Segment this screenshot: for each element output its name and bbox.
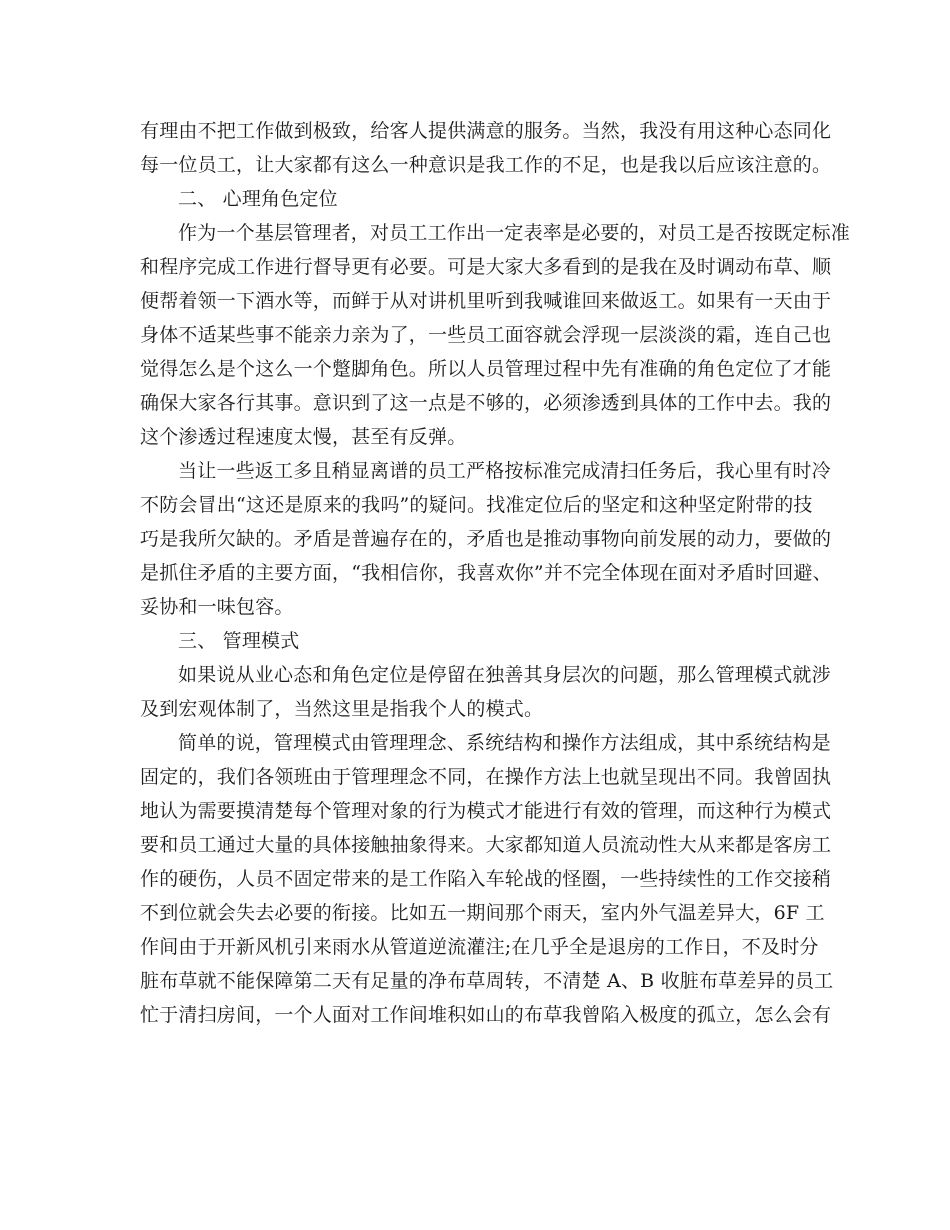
- text-line: 简单的说，管理模式由管理理念、系统结构和操作方法组成，其中系统结构是: [178, 732, 831, 754]
- text-line: 身体不适某些事不能亲力亲为了，一些员工面容就会浮现一层淡淡的霜，连自己也: [140, 324, 832, 346]
- text-line: 地认为需要摸清楚每个管理对象的行为模式才能进行有效的管理，而这种行为模式: [140, 800, 832, 822]
- text-line: 确保大家各行其事。意识到了这一点是不够的，必须渗透到具体的工作中去。我的: [140, 392, 832, 414]
- text-line: 觉得怎么是个这么一个蹩脚角色。所以人员管理过程中先有准确的角色定位了才能: [140, 358, 832, 380]
- text-line: 作为一个基层管理者，对员工工作出一定表率是必要的，对员工是否按既定标准: [178, 222, 851, 244]
- text-line: 每一位员工，让大家都有这么一种意识是我工作的不足，也是我以后应该注意的。: [140, 154, 832, 176]
- section-heading: 三、 管理模式: [178, 630, 300, 652]
- text-line: 巧是我所欠缺的。矛盾是普遍存在的，矛盾也是推动事物向前发展的动力，要做的: [140, 528, 832, 550]
- text-line: 有理由不把工作做到极致，给客人提供满意的服务。当然，我没有用这种心态同化: [140, 120, 832, 142]
- text-line: 便帮着领一下酒水等，而鲜于从对讲机里听到我喊谁回来做返工。如果有一天由于: [140, 290, 832, 312]
- section-heading: 二、 心理角色定位: [178, 188, 338, 210]
- text-line: 要和员工通过大量的具体接触抽象得来。大家都知道人员流动性大从来都是客房工: [140, 834, 832, 856]
- text-line: 固定的，我们各领班由于管理理念不同，在操作方法上也就呈现出不同。我曾固执: [140, 766, 832, 788]
- text-line: 当让一些返工多且稍显离谱的员工严格按标准完成清扫任务后，我心里有时冷: [178, 460, 831, 482]
- text-line: 作间由于开新风机引来雨水从管道逆流灌注;在几乎全是退房的工作日，不及时分: [140, 936, 819, 958]
- text-line: 不防会冒出“这还是原来的我吗”的疑问。找准定位后的坚定和这种坚定附带的技: [140, 494, 813, 516]
- text-line: 妥协和一味包容。: [140, 596, 294, 618]
- text-line: 是抓住矛盾的主要方面，“我相信你，我喜欢你”并不完全体现在面对矛盾时回避、: [140, 562, 832, 584]
- text-line: 不到位就会失去必要的衔接。比如五一期间那个雨天，室内外气温差异大，6F 工: [140, 902, 825, 924]
- text-line: 如果说从业心态和角色定位是停留在独善其身层次的问题，那么管理模式就涉: [178, 664, 831, 686]
- text-line: 及到宏观体制了，当然这里是指我个人的模式。: [140, 698, 544, 720]
- text-line: 作的硬伤，人员不固定带来的是工作陷入车轮战的怪圈，一些持续性的工作交接稍: [140, 868, 832, 890]
- text-line: 和程序完成工作进行督导更有必要。可是大家大多看到的是我在及时调动布草、顺: [140, 256, 832, 278]
- text-line: 脏布草就不能保障第二天有足量的净布草周转，不清楚 A、B 收脏布草差异的员工: [140, 970, 834, 992]
- text-line: 这个渗透过程速度太慢，甚至有反弹。: [140, 426, 467, 448]
- text-line: 忙于清扫房间，一个人面对工作间堆积如山的布草我曾陷入极度的孤立，怎么会有: [140, 1004, 832, 1026]
